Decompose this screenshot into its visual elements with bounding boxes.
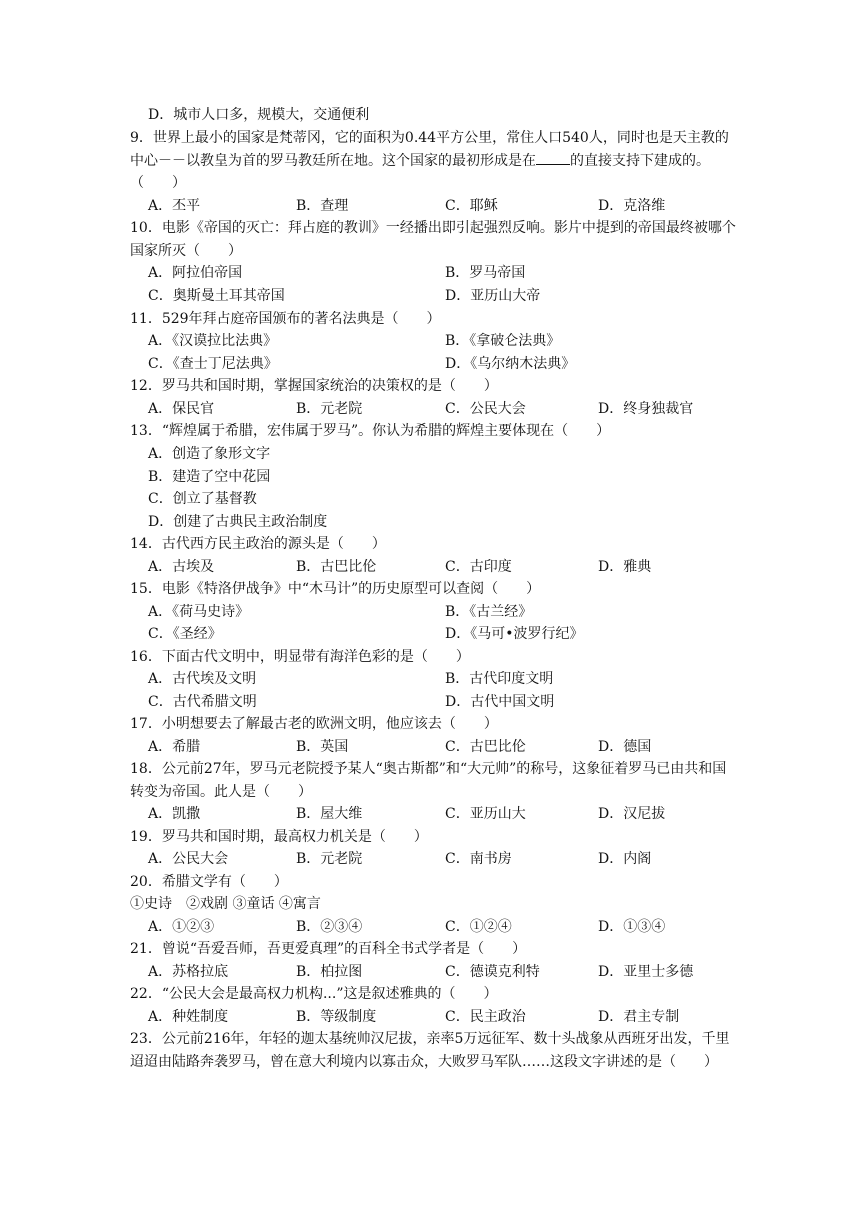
option-b: B．元老院 [296,401,363,417]
question-17-options [148,736,738,759]
question-13 [130,420,736,443]
option-d: D．古代中国文明 [445,694,555,710]
question-16-options-row1 [148,668,738,691]
option-c: C．创立了基督教 [148,491,257,507]
question-stem: 公元前216年，年轻的迦太基统帅汉尼拔，亲率5万远征军、数十头战象从西班牙出发，千里迢迢由陆路奔袭罗马，曾在意大利境内以寡击众，大败罗马军队……这段文字讲述的是（ ） [130,1031,730,1070]
option-d: D．亚历山大帝 [445,288,541,304]
question-22 [130,983,736,1006]
question-19 [130,826,736,849]
question-15-options-row2 [148,623,738,646]
option-a: A．①②③ [148,919,215,935]
option-b: B．建造了空中花园 [148,469,271,485]
question-stem: 公元前27年，罗马元老院授予某人“奥古斯都”和“大元帅”的称号，这象征着罗马已由共和国转变为帝国。此人是（ ） [130,761,727,800]
question-stem: 小明想要去了解最古老的欧洲文明，他应该去（ ） [161,716,498,732]
option-c: C．耶稣 [445,198,498,214]
option-a: A．希腊 [148,739,201,755]
question-20 [130,871,736,894]
option-b: B．屋大维 [296,806,363,822]
question-19-options [148,848,738,871]
question-13-option-a-row [148,443,738,466]
option-d: D．《马可•波罗行纪》 [445,626,584,642]
question-number: 19． [130,829,162,845]
question-13-option-d-row [148,511,738,534]
question-11 [130,308,736,331]
question-14-options [148,556,738,579]
option-a: A．《荷马史诗》 [148,604,250,620]
question-18 [130,758,736,803]
question-14 [130,533,736,556]
option-d: D．君主专制 [598,1009,680,1025]
question-12 [130,375,736,398]
question-number: 11． [130,311,162,327]
option-b: B．柏拉图 [296,964,363,980]
question-13-option-b-row [148,466,738,489]
option-a: A．古代埃及文明 [148,671,257,687]
option-c: C．亚历山大 [445,806,526,822]
question-number: 21． [130,941,162,957]
question-11-options-row2 [148,353,738,376]
option-b: B．元老院 [296,851,363,867]
question-stem: 希腊文学有（ ） [161,874,288,890]
option-a: A．阿拉伯帝国 [148,265,243,281]
option-c: C．公民大会 [445,401,526,417]
option-a: A．凯撒 [148,806,201,822]
option-a: A．苏格拉底 [148,964,229,980]
option-b: B．②③④ [296,919,363,935]
question-stem-end: 的直接支持下建成的。（ ） [130,152,710,192]
fill-blank [536,150,570,165]
question-stem: 529年拜占庭帝国颁布的著名法典是（ ） [161,311,441,327]
question-22-options [148,1006,738,1029]
option-c: C．古代希腊文明 [148,694,257,710]
question-stem: 曾说“吾爱吾师，吾更爱真理”的百科全书式学者是（ ） [161,941,527,957]
option-d: D．内阁 [598,851,652,867]
option-b: B．《拿破仑法典》 [445,333,561,349]
question-number: 9． [130,130,153,146]
question-18-options [148,803,738,826]
option-a: A．创造了象形文字 [148,446,271,462]
option-d: D．《乌尔纳木法典》 [445,356,576,372]
option-a: A．保民官 [148,401,215,417]
question-stem: 下面古代文明中，明显带有海洋色彩的是（ ） [161,649,470,665]
option-b: B．古巴比伦 [296,559,377,575]
question-9-options [148,195,738,218]
question-20-items: ①史诗 ②戏剧 ③童话 ④寓言 [130,896,321,912]
question-13-option-c-row [148,488,738,511]
q8-option-d: D．城市人口多，规模大，交通便利 [148,107,370,123]
question-number: 14． [130,536,162,552]
question-number: 17． [130,716,162,732]
question-16-options-row2 [148,691,738,714]
option-a: A．丕平 [148,198,201,214]
question-number: 13． [130,423,162,439]
question-number: 23． [130,1031,162,1047]
option-d: D．克洛维 [598,198,666,214]
option-a: A．古埃及 [148,559,215,575]
option-c: C．①②④ [445,919,512,935]
option-c: C．《查士丁尼法典》 [148,356,278,372]
option-a: A．公民大会 [148,851,229,867]
option-b: B．等级制度 [296,1009,377,1025]
question-10-options-row1 [148,262,738,285]
question-stem: “辉煌属于希腊，宏伟属于罗马”。你认为希腊的辉煌主要体现在（ ） [161,423,611,439]
option-a: A．种姓制度 [148,1009,229,1025]
question-number: 12． [130,378,162,394]
question-20-options [148,916,738,939]
question-stem: 古代西方民主政治的源头是（ ） [161,536,386,552]
question-10-options-row2 [148,285,738,308]
question-number: 22． [130,986,162,1002]
question-number: 15． [130,581,162,597]
question-10 [130,217,736,262]
question-16 [130,646,736,669]
question-11-options-row1 [148,330,738,353]
option-d: D．德国 [598,739,652,755]
question-stem: 世界上最小的国家是梵蒂冈，它的面积为0.44平方公里，常住人口540人，同时也是天主教的中心－－以教皇为首的罗马教廷所在地。这个国家的最初形成是在 [130,130,729,169]
option-c: C．民主政治 [445,1009,526,1025]
question-stem: “公民大会是最高权力机构...”这是叙述雅典的（ ） [161,986,498,1002]
question-15 [130,578,736,601]
option-d: D．创建了古典民主政治制度 [148,514,328,530]
option-b: B．英国 [296,739,349,755]
option-c: C．古印度 [445,559,512,575]
option-b: B．罗马帝国 [445,265,526,281]
question-number: 16． [130,649,162,665]
question-15-options-row1 [148,601,738,624]
option-b: B．查理 [296,198,349,214]
option-c: C．德谟克利特 [445,964,540,980]
question-stem: 罗马共和国时期，掌握国家统治的决策权的是（ ） [161,378,498,394]
question-21-options [148,961,738,984]
question-number: 10． [130,220,162,236]
question-stem: 电影《特洛伊战争》中“木马计”的历史原型可以查阅（ ） [161,581,541,597]
option-d: D．亚里士多德 [598,964,694,980]
option-c: C．《圣经》 [148,626,222,642]
option-b: B．古代印度文明 [445,671,554,687]
question-number: 20． [130,874,162,890]
option-d: D．终身独裁官 [598,401,694,417]
question-stem: 电影《帝国的灭亡：拜占庭的教训》一经播出即引起强烈反响。影片中提到的帝国最终被哪个国家所灭（ ） [130,220,736,259]
option-d: D．①③④ [598,919,666,935]
option-c: C．奥斯曼土耳其帝国 [148,288,285,304]
option-d: D．汉尼拔 [598,806,666,822]
question-23 [130,1028,736,1073]
question-number: 18． [130,761,162,777]
question-9 [130,127,736,195]
option-a: A．《汉谟拉比法典》 [148,333,278,349]
question-12-options [148,398,738,421]
question-stem: 罗马共和国时期，最高权力机关是（ ） [161,829,428,845]
option-b: B．《古兰经》 [445,604,533,620]
question-21 [130,938,736,961]
option-d: D．雅典 [598,559,652,575]
option-c: C．南书房 [445,851,512,867]
question-17 [130,713,736,736]
option-c: C．古巴比伦 [445,739,526,755]
